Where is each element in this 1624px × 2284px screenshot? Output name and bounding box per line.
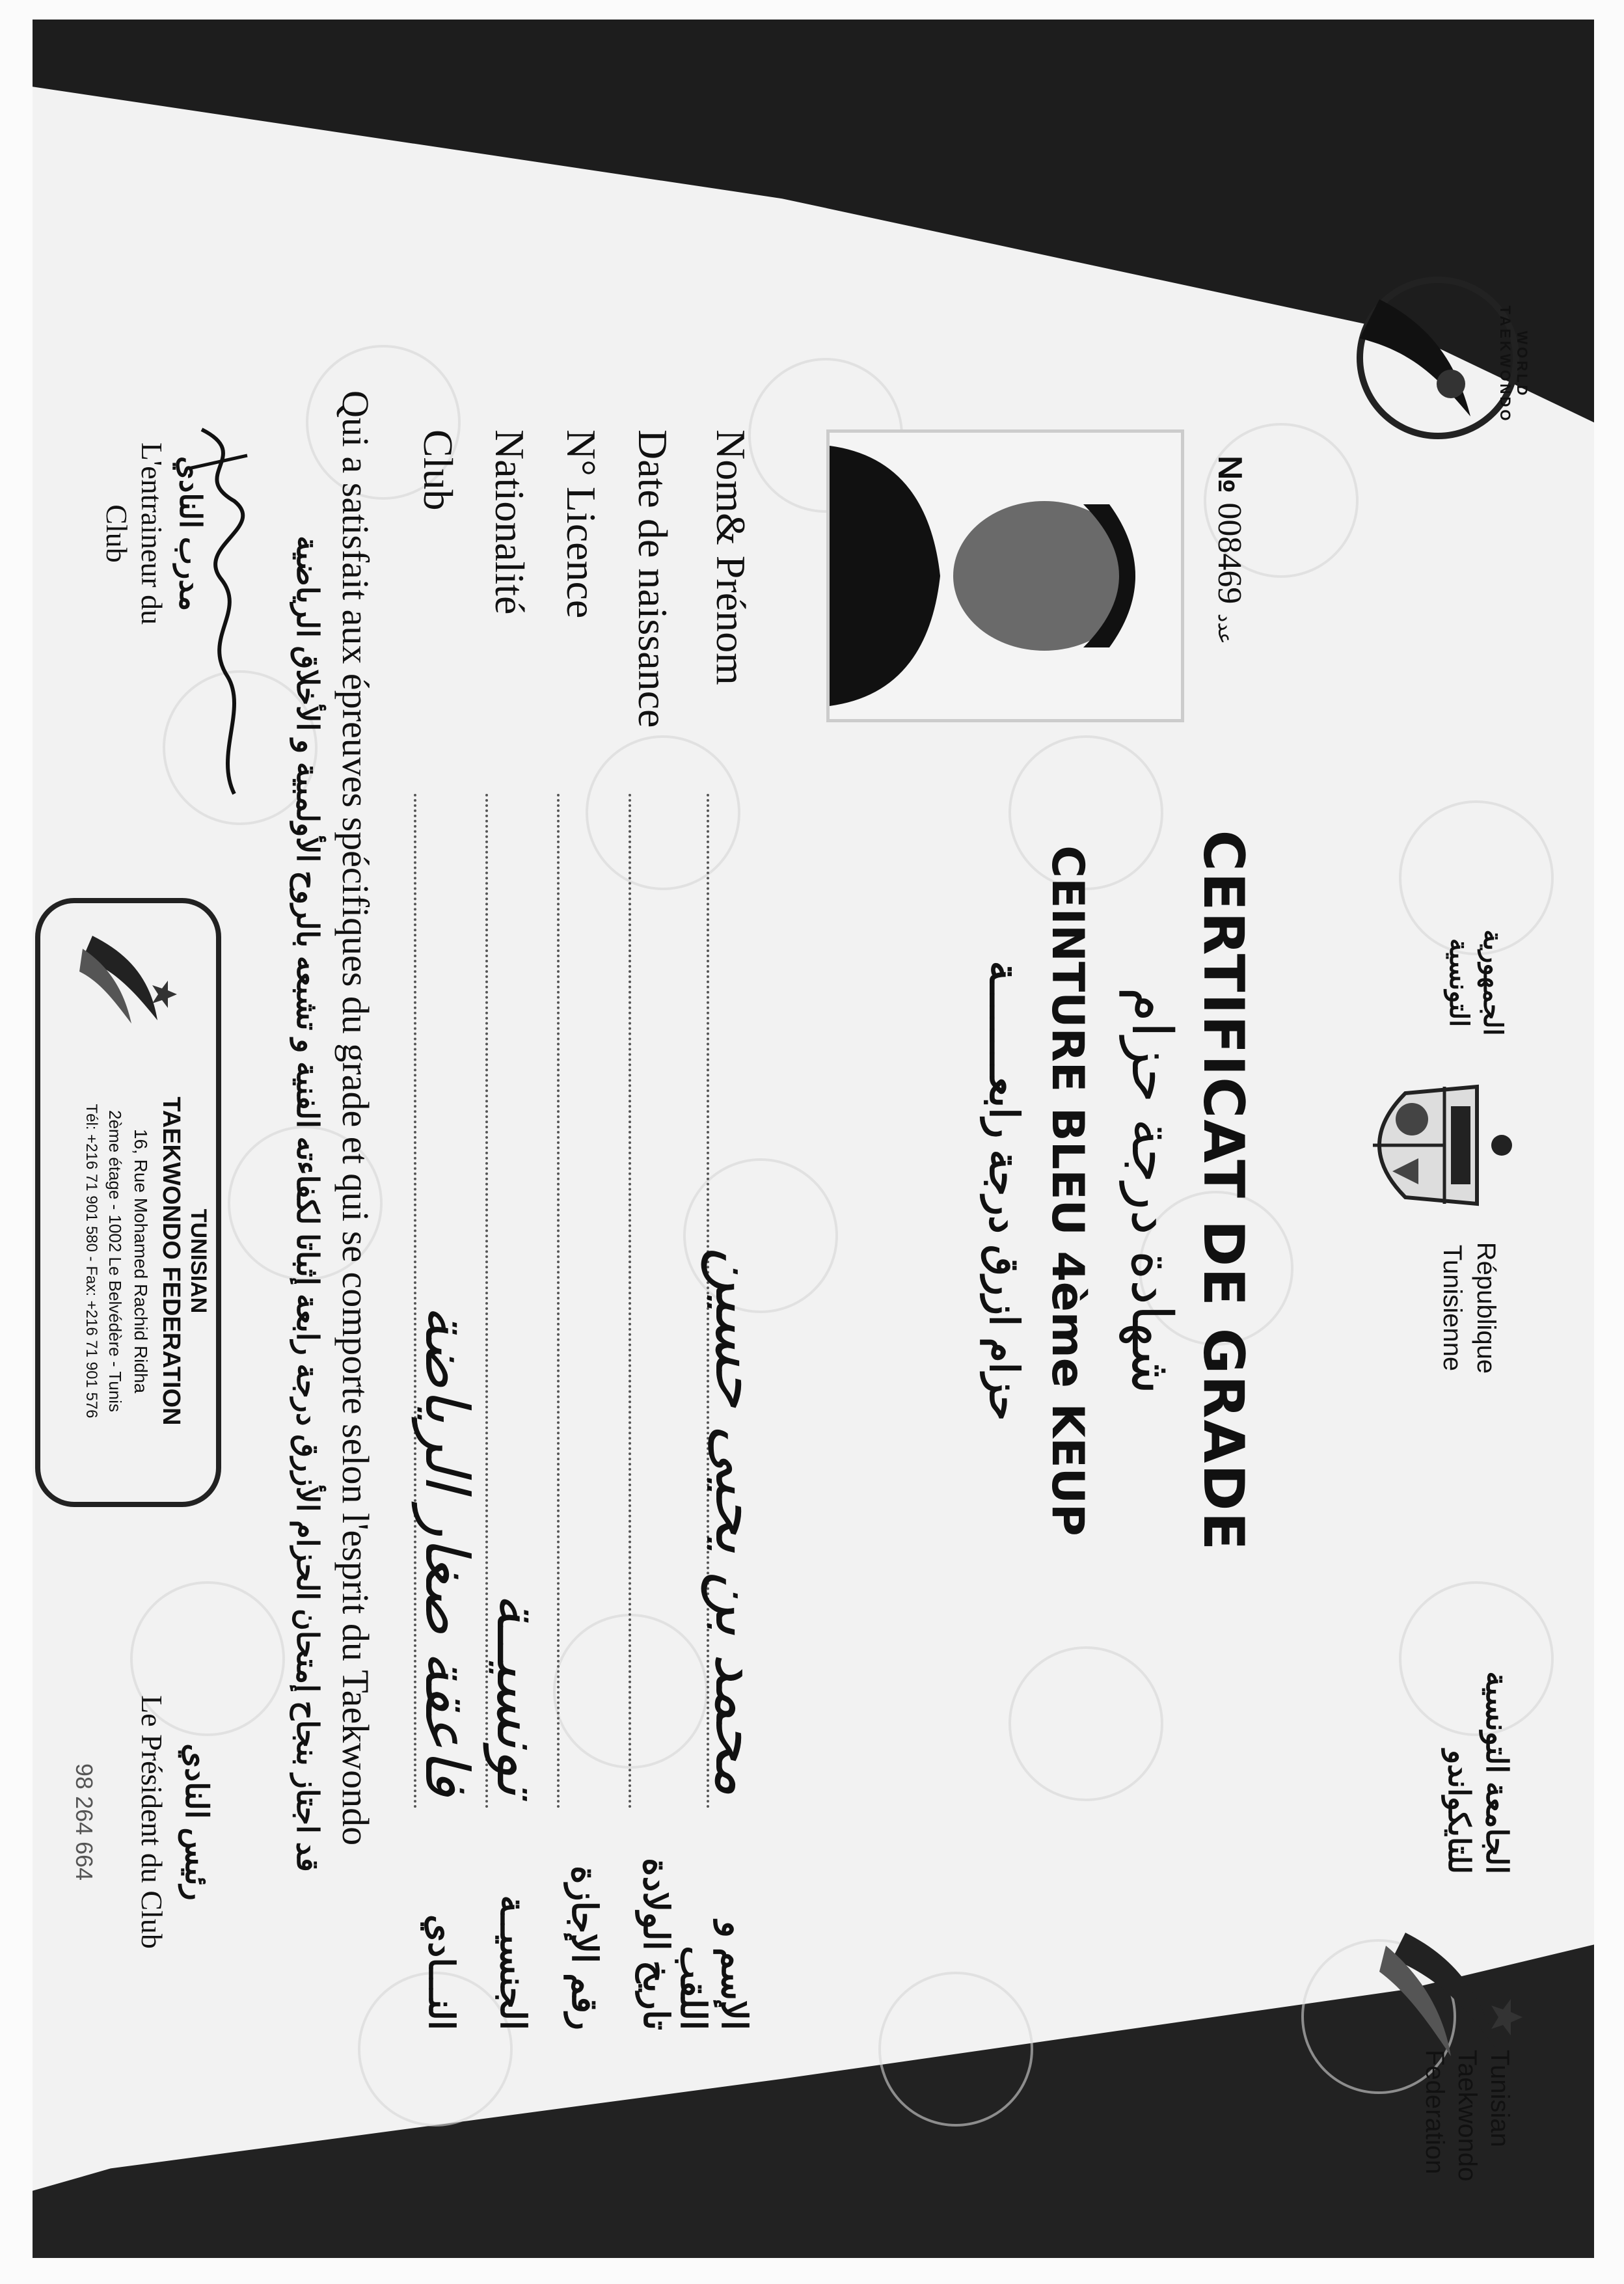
tunisia-coat-of-arms bbox=[1347, 1067, 1516, 1223]
dotted-line bbox=[629, 794, 631, 1809]
org-name-ar: الجامعة التونسية للتايكواندو bbox=[1442, 1671, 1514, 1874]
statement-fr: Qui a satisfait aux épreuves spécifiques du grade et qui se comporte selon l'esprit du Taekwondo bbox=[334, 390, 377, 1846]
stamp-line3: 16, Rue Mohamed Rachid Ridha bbox=[131, 1128, 151, 1394]
president-title-fr: Le Président du Club bbox=[135, 1695, 169, 1949]
certificate-number bbox=[1210, 455, 1249, 794]
coach-title-ar: مدرب النادي bbox=[174, 455, 208, 612]
field-row-birth bbox=[605, 429, 677, 2030]
value-nationality: تونسيــة bbox=[485, 1593, 551, 1796]
number-label-ar: عدد bbox=[1214, 613, 1236, 644]
belt-ar: حزام ازرق درجة رابعــــــــة bbox=[981, 960, 1026, 1421]
statement-ar: قد اجتاز بنجاح إمتحان الحزام الأزرق درجة رابعة إثباتا لكفاءته الفنية و تشبعه بالروح الأولمبية و الأخلاق الرياضية bbox=[291, 536, 325, 1872]
president-phone: 98 264 664 bbox=[71, 1763, 98, 1881]
holder-photo bbox=[826, 429, 1184, 722]
label-licence-fr: N° Licence bbox=[558, 429, 604, 619]
label-nationality-fr: Nationalité bbox=[487, 429, 533, 615]
label-club-ar: النـــادي bbox=[422, 1914, 461, 2030]
label-licence-ar: رقم الإجازة bbox=[565, 1866, 604, 2030]
title-fr: CERTIFICAT DE GRADE bbox=[1191, 830, 1256, 1552]
stamp-line4: 2ème étage - 1002 Le Belvédère - Tunis bbox=[105, 1110, 125, 1412]
label-birth-fr: Date de naissance bbox=[630, 429, 676, 728]
label-name-ar: الإسم و اللقب bbox=[673, 1920, 753, 2030]
field-row-name bbox=[673, 429, 772, 2030]
number-label: № bbox=[1211, 455, 1249, 493]
org-name-fr: Tunisian Taekwondo Federation bbox=[1420, 2050, 1514, 2182]
label-nationality-ar: الجنسيــة bbox=[493, 1895, 532, 2030]
label-name-fr: Nom& Prénom bbox=[708, 429, 754, 685]
federation-stamp bbox=[35, 898, 221, 1507]
tunisian-federation-logo bbox=[1327, 1920, 1536, 2193]
world-logo-text: WORLD TAEKWONDO bbox=[1497, 305, 1530, 424]
stamp-line2: TAEKWONDO FEDERATION bbox=[157, 1096, 185, 1426]
value-name: محمد بن يحيى حسين bbox=[703, 1247, 772, 1796]
field-row-club bbox=[390, 429, 480, 2030]
dotted-line bbox=[557, 794, 560, 1809]
value-club: فاعقة صغار الرياضة bbox=[413, 1305, 480, 1796]
world-taekwondo-logo bbox=[1340, 260, 1536, 455]
republic-name-ar: الجمهورية التونسية bbox=[1444, 929, 1507, 1036]
label-club-fr: Club bbox=[415, 429, 461, 511]
president-title-ar: رئيس النادي bbox=[179, 1743, 213, 1901]
republic-name-fr: République Tunisienne bbox=[1438, 1242, 1500, 1374]
label-birth-ar: تاريخ الولادة bbox=[636, 1858, 675, 2030]
stamp-line5: Tél: +216 71 901 580 - Fax: +216 71 901 576 bbox=[83, 1104, 100, 1419]
stamp-line1: TUNISIAN bbox=[186, 1208, 211, 1314]
coach-title-fr: L'entraineur du Club bbox=[100, 442, 169, 625]
number-value: 008469 bbox=[1211, 502, 1248, 605]
belt-fr: CEINTURE BLEU 4ème KEUP bbox=[1042, 845, 1093, 1536]
fields-block bbox=[390, 429, 772, 2030]
title-ar: شهادة درجة حزام bbox=[1120, 987, 1183, 1394]
